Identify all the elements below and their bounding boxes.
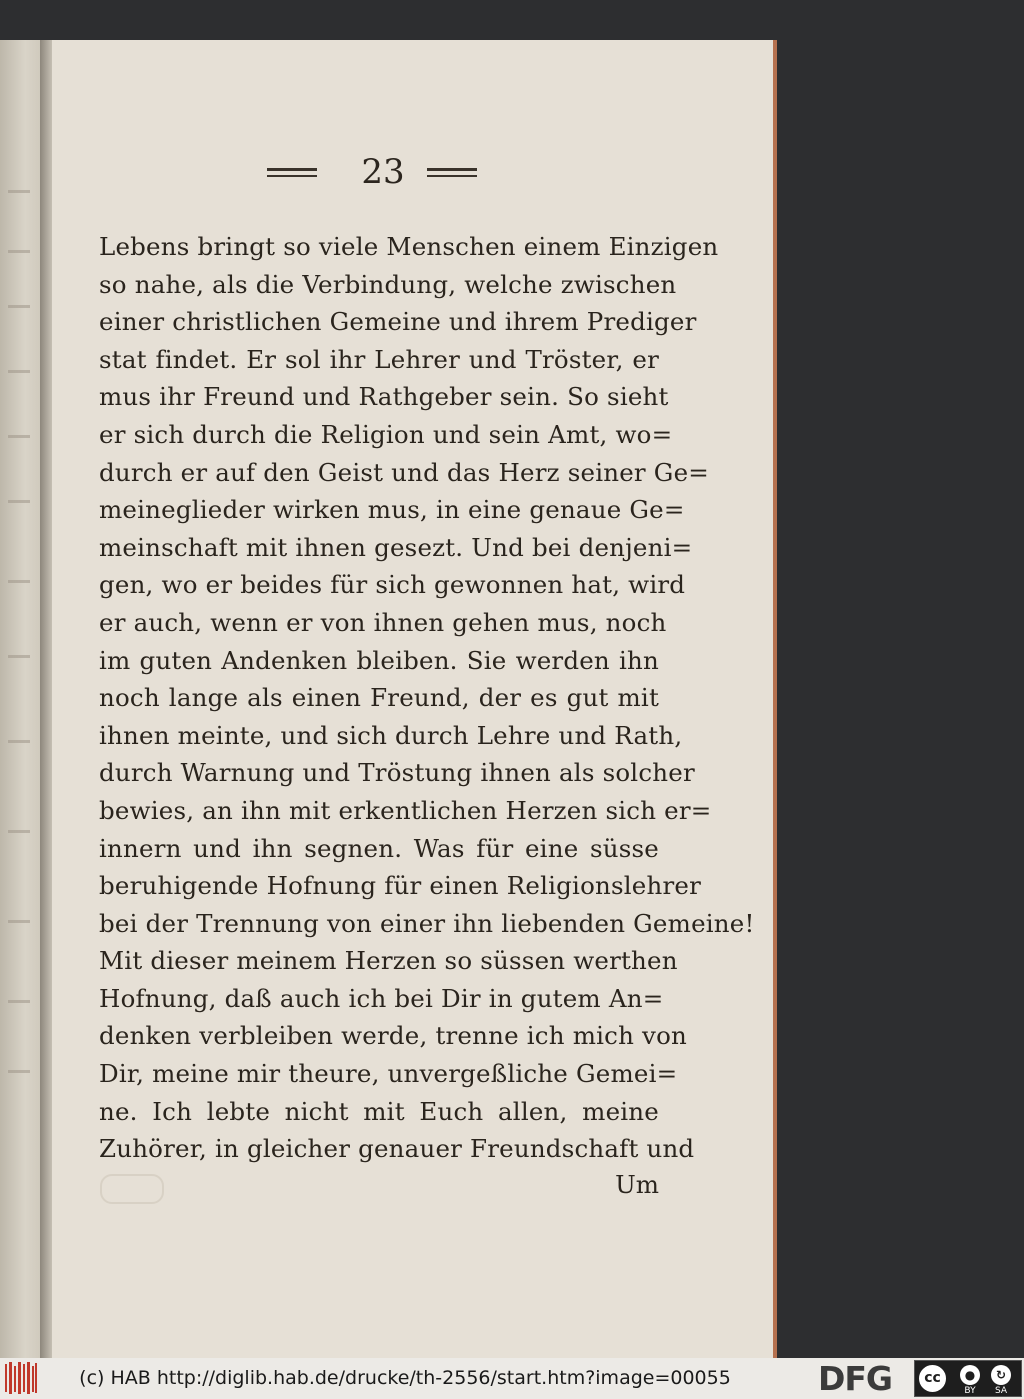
catchword: Um — [615, 1170, 659, 1199]
text-line: Zuhörer, in gleicher genauer Freundschaft und — [99, 1134, 695, 1164]
share-alike-icon: ↻ — [991, 1365, 1011, 1385]
text-line: er sich durch die Religion und sein Amt, wo= — [99, 419, 673, 449]
text-line: innern und ihn segnen. Was für eine süsse — [99, 833, 659, 863]
text-line: mus ihr Freund und Rathgeber sein. So sieht — [99, 382, 669, 412]
cc-icon: cc — [917, 1363, 948, 1394]
text-line: durch er auf den Geist und das Herz seiner Ge= — [99, 457, 710, 487]
text-line: durch Warnung und Tröstung ihnen als solcher — [99, 758, 695, 788]
text-line: Mit dieser meinem Herzen so süssen werthen — [99, 946, 678, 976]
page-number: 23 — [361, 152, 405, 192]
text-line: bewies, an ihn mit erkentlichen Herzen sich er= — [99, 795, 712, 825]
text-line: so nahe, als die Verbindung, welche zwischen — [99, 269, 677, 299]
text-line: Dir, meine mir theure, unvergeßliche Gemei= — [99, 1059, 678, 1089]
license-badge[interactable] — [914, 1360, 1022, 1397]
dfg-logo: DFG — [818, 1359, 893, 1398]
page-body-text — [99, 228, 755, 1168]
person-icon: ● — [960, 1365, 980, 1385]
facing-page-edge — [0, 40, 42, 1358]
library-stamp — [100, 1174, 164, 1204]
text-line: beruhigende Hofnung für einen Religionslehrer — [99, 871, 702, 901]
page-header — [267, 152, 557, 192]
text-line: einer christlichen Gemeine und ihrem Prediger — [99, 307, 697, 337]
text-line: denken verbleiben werde, trenne ich mich von — [99, 1021, 688, 1051]
text-line: im guten Andenken bleiben. Sie werden ihn — [99, 645, 659, 675]
text-line: stat findet. Er sol ihr Lehrer und Tröster, er — [99, 344, 659, 374]
text-line: ne. Ich lebte nicht mit Euch allen, meine — [99, 1096, 659, 1126]
cc-sa-label: SA — [994, 1386, 1008, 1396]
footer-bar — [0, 1358, 1024, 1399]
text-line: Hofnung, daß auch ich bei Dir in gutem An= — [99, 983, 664, 1013]
text-line: meinschaft mit ihnen gesezt. Und bei denjeni= — [99, 532, 693, 562]
text-line: gen, wo er beides für sich gewonnen hat, wird — [99, 570, 686, 600]
text-line: meineglieder wirken mus, in eine genaue Ge= — [99, 495, 685, 525]
barcode-icon — [4, 1360, 38, 1396]
text-line: ihnen meinte, und sich durch Lehre und Rath, — [99, 720, 683, 750]
cc-by-label: BY — [964, 1386, 976, 1396]
header-rule-left — [267, 168, 317, 177]
book-page — [52, 40, 777, 1358]
header-rule-right — [427, 168, 477, 177]
text-line: er auch, wenn er von ihnen gehen mus, noch — [99, 607, 667, 637]
text-line: bei der Trennung von einer ihn liebenden Gemeine! — [99, 908, 755, 938]
text-line: Lebens bringt so viele Menschen einem Einzigen — [99, 232, 719, 261]
text-line: noch lange als einen Freund, der es gut mit — [99, 683, 659, 713]
attribution-link[interactable]: (c) HAB http://diglib.hab.de/drucke/th-2556/start.htm?image=00055 — [79, 1367, 731, 1389]
